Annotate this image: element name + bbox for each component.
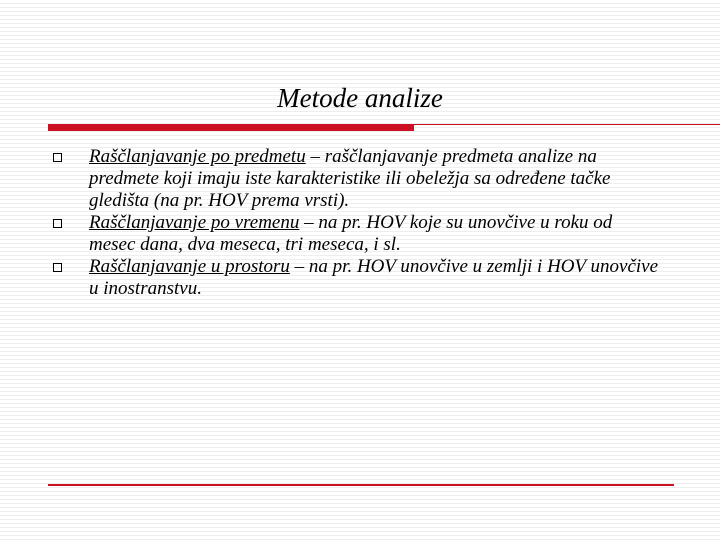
bullet-list <box>53 146 663 300</box>
bullet-item <box>53 256 663 300</box>
slide-title-text: Metode analize <box>277 83 443 113</box>
hollow-square-icon <box>53 219 62 228</box>
bottom-rule <box>48 484 674 486</box>
bullet-term: Raščlanjavanje po predmetu <box>89 146 306 167</box>
bullet-item <box>53 146 663 212</box>
bullet-item <box>53 212 663 256</box>
slide-title <box>0 80 720 116</box>
bullet-text: – na pr. HOV koje su unovčive u roku od mesec dana, dva meseca, tri meseca, i sl. <box>89 212 613 255</box>
hollow-square-icon <box>53 263 62 272</box>
bullet-text: – na pr. HOV unovčive u zemlji i HOV unovčive u inostranstvu. <box>89 256 659 299</box>
title-underline-rule <box>48 124 672 132</box>
title-rule-thick-segment <box>48 124 414 131</box>
bullet-term: Raščlanjavanje po vremenu <box>89 212 300 233</box>
bullet-term: Raščlanjavanje u prostoru <box>89 256 290 277</box>
hollow-square-icon <box>53 153 62 162</box>
title-rule-thin-segment <box>414 124 720 125</box>
bullet-text: – raščlanjavanje predmeta analize na predmete koji imaju iste karakteristike ili obeležja sa određene tačke gledišta (na pr. HOV prema vrsti). <box>89 146 611 211</box>
